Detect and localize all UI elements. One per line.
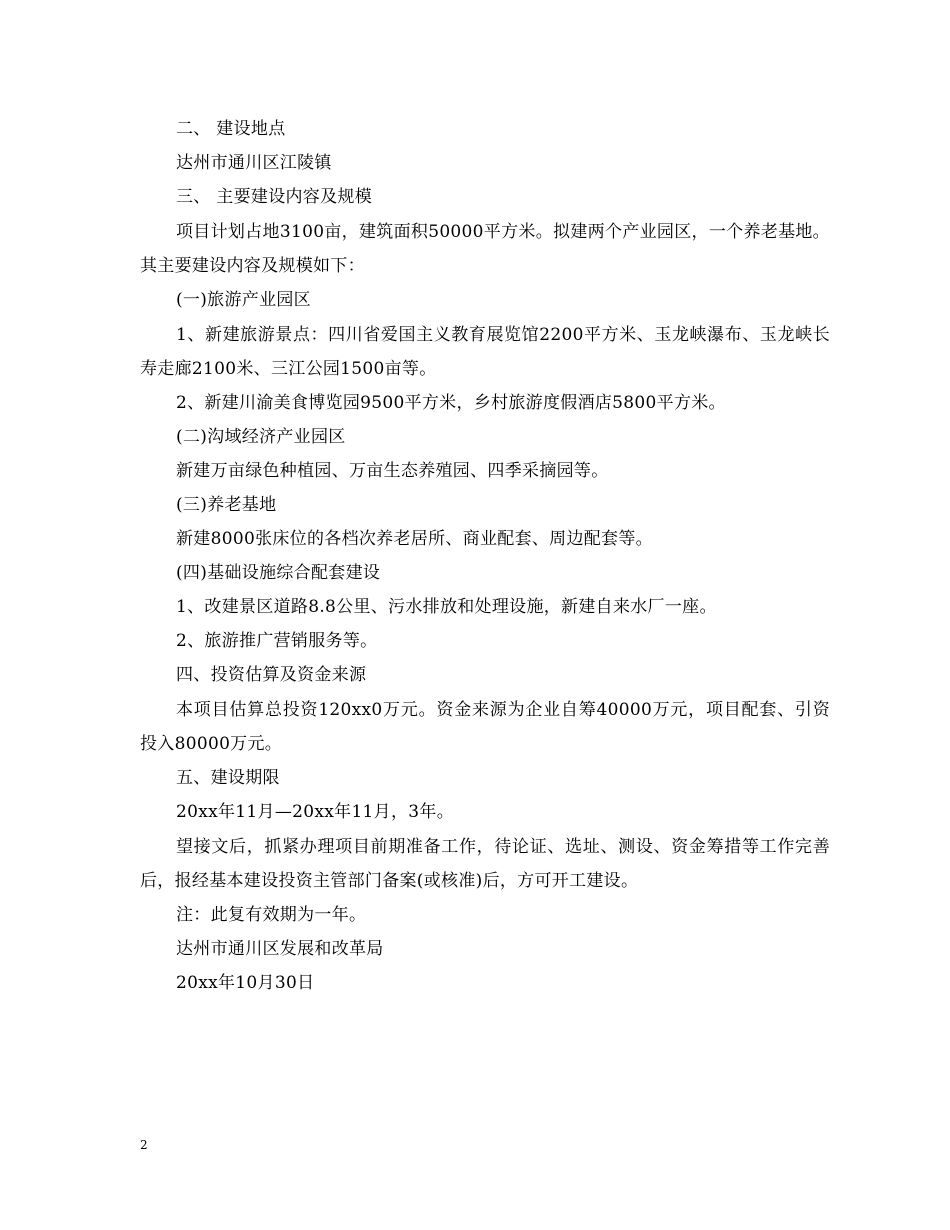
- issue-date: 20xx年10月30日: [176, 973, 315, 993]
- paragraph-construction-period: 20xx年11月—20xx年11月，3年。: [176, 802, 454, 822]
- document-body: [140, 116, 830, 1004]
- issuing-authority: 达州市通川区发展和改革局: [176, 939, 384, 959]
- subheading-valley-economy-park: (二)沟域经济产业园区: [176, 427, 346, 447]
- paragraph-investment-estimate: 本项目估算总投资120xx0万元。资金来源为企业自筹40000万元，项目配套、引资投入80000万元。: [140, 700, 830, 754]
- paragraph-valley-economy-content: 新建万亩绿色种植园、万亩生态养殖园、四季采摘园等。: [176, 461, 609, 481]
- paragraph-tourism-marketing: 2、旅游推广营销服务等。: [176, 631, 378, 651]
- heading-investment: 四、投资估算及资金来源: [176, 665, 367, 685]
- paragraph-project-scale: 项目计划占地3100亩，建筑面积50000平方米。拟建两个产业园区，一个养老基地。其主要建设内容及规模如下：: [140, 222, 830, 276]
- paragraph-instructions: 望接文后，抓紧办理项目前期准备工作，待论证、选址、测设、资金筹措等工作完善后，报经基本建设投资主管部门备案(或核准)后，方可开工建设。: [140, 837, 830, 891]
- subheading-tourism-park: (一)旅游产业园区: [176, 290, 311, 310]
- paragraph-tourism-scenic-spots: 1、新建旅游景点：四川省爱国主义教育展览馆2200平方米、玉龙峡瀑布、玉龙峡长寿走廊2100米、三江公园1500亩等。: [140, 325, 830, 379]
- heading-construction-content: 三、 主要建设内容及规模: [176, 187, 373, 207]
- paragraph-food-expo-hotel: 2、新建川渝美食博览园9500平方米，乡村旅游度假酒店5800平方米。: [176, 393, 726, 413]
- paragraph-validity-note: 注：此复有效期为一年。: [176, 905, 367, 925]
- subheading-infrastructure: (四)基础设施综合配套建设: [176, 563, 381, 583]
- paragraph-site-location: 达州市通川区江陵镇: [176, 153, 332, 173]
- heading-construction-period: 五、建设期限: [176, 768, 280, 788]
- paragraph-elderly-care-content: 新建8000张床位的各档次养老居所、商业配套、周边配套等。: [176, 529, 653, 549]
- paragraph-infrastructure-roads: 1、改建景区道路8.8公里、污水排放和处理设施，新建自来水厂一座。: [176, 597, 717, 617]
- subheading-elderly-care-base: (三)养老基地: [176, 495, 277, 515]
- heading-construction-site: 二、 建设地点: [176, 119, 286, 139]
- page-number: 2: [140, 1138, 148, 1152]
